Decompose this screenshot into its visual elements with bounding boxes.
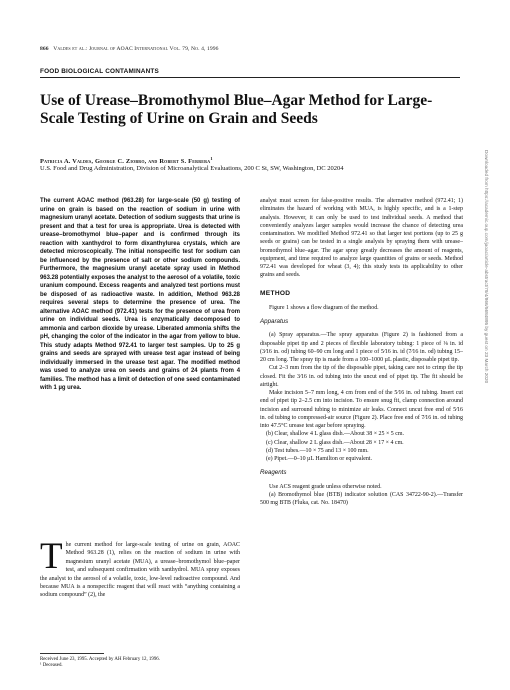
apparatus-item-e: (e) Pipet.—0–10 µL Hamilton or equivalent. [266,456,372,462]
reagents-heading: Reagents [260,469,287,477]
affiliation: U.S. Food and Drug Administration, Division of Microanalytical Evaluations, 200 C St, SW, Washington, DC 20204 [40,165,344,172]
section-label: FOOD BIOLOGICAL CONTAMINANTS [40,68,460,78]
running-head [40,46,460,52]
reagent-grade-note: Use ACS reagent grade unless otherwise noted. [269,483,382,490]
author-list [40,156,460,165]
apparatus-item-b: (b) Clear, shallow 4 L glass dish.—About 38 × 25 × 5 cm. [266,431,405,438]
introduction-paragraph [40,536,240,600]
download-watermark [481,150,491,600]
abstract: The current AOAC method (963.28) for large-scale (50 g) testing of urine on grain is based on the reaction of sodium in urine with magnesium uranyl acetate. Detection of sodium suggests that urine is present and that a test for urea is appropriate. Urea is detected with urease–bromothymol blue–paper and is confirmed through its reaction with xanthydrol to form dixanthylurea crystals, which are detected microscopically. The initial nonspecific test for sodium can be influenced by the presence of salt or other sodium compounds. Furthermore, the magnesium uranyl acetate spray used in Method 963.28 potentially exposes the analyst to the aerosol of a volatile, toxic uranium compound. Excess reagents and analyzed test portions must be disposed of as radioactive waste. In addition, Method 963.28 requires several steps to determine the presence of urea. The alternative AOAC method (972.41) tests for the presence of urea from urine on individual seeds. Urea is enzymatically decomposed to ammonia and carbon dioxide by urease. Liberated ammonia shifts the pH, changing the color of the indicator in the agar from yellow to blue. This study adapts Method 972.41 to larger test samples. Up to 25 g grains and seeds are sprayed with urease test agar instead of being individually immersed in the urease test agar. The modified method was used to analyze urea on seeds and grains of 24 plants from 4 families. The method has a limit of detection of one seed contaminated with 1 µg urea. [40,198,240,391]
btb-reagent-paragraph: (a) Bromothymol blue (BTB) indicator solution (CAS 34722-90-2).—Transfer 500 mg BTB (Fluka, cat. No. 18470) [260,491,463,506]
deceased-note: ¹ Deceased. [40,663,63,668]
footnote-divider [40,653,104,654]
journal-citation: Valdes et al.: Journal of AOAC International Vol. 79, No. 4, 1996 [53,46,219,52]
introduction-text: he current method for large-scale testing of urine on grain, AOAC Method 963.28 (1), relies on the reaction of sodium in urine with magnesium uranyl acetate (MUA), a urease–bromothymol blue–paper test, and subsequent confirmation with xanthydrol. MUA spray exposes the analyst to the aerosol of a volatile, toxic, low-level radioactive compound. And because MUA is a nonspecific reagent that will react with “anything containing a sodium compound” (2), the [40,542,240,599]
spray-apparatus-paragraph: (a) Spray apparatus.—The spray apparatus (Figure 2) is fashioned from a disposable pipet tip and 2 pieces of flexible laboratory tubing: 1 piece of ⅛ in. id (3⁄16 in. od) tubing 60–90 cm long and 1 piece of 5⁄16 in. id (7⁄16 in. od) tubing 15–20 cm long. The spray tip is made from a 100–1000 µL plastic, disposable pipet tip. [260,332,463,363]
author-footnote-mark: 1 [210,156,213,161]
flow-diagram-note: Figure 1 shows a flow diagram of the method. [269,304,379,311]
authors-text: Patricia A. Valdes, George C. Ziobro, and Robert S. Ferrera [40,158,211,166]
method-heading: METHOD [260,289,291,297]
pipet-cut-paragraph: Cut 2–3 mm from the tip of the disposable pipet, taking care not to crimp the tip closed. Fit the 3⁄16 in. od tubing into the uncut end of pipet tip. The fit should be airtight. [260,365,463,388]
apparatus-item-d: (d) Test tubes.—10 × 75 and 13 × 100 mm. [266,447,369,454]
article-title: Use of Urease–Bromothymol Blue–Agar Method for Large-Scale Testing of Urine on Grain and Seeds [40,92,433,127]
apparatus-heading: Apparatus [260,318,289,325]
intro-continued: analyst must screen for false-positive results. The alternative method (972.41; 1) eliminates the hazard of working with MUA, is highly specific, and is a 1-step analysis. However, it can only be used to test individual seeds. A method that conveniently analyzes larger samples would increase the chance of detecting urea contamination. We modified Method 972.41 so that larger test portions (up to 25 g seeds or grains) can be tested in a single analysis by spraying them with urease–bromothymol blue–agar. The agar spray greatly decreases the amount of reagents, equipment, and time required to analyze large quantities of grains or seeds. Method 972.41 was developed for wheat (3, 4); this study tests its applicability to other grains and seeds. [260,198,463,279]
received-note: Received June 23, 1995. Accepted by AH February 12, 1996. [40,657,160,662]
drop-cap: T [40,536,63,577]
download-watermark-text: Downloaded from https://academic.oup.com/jaoac/article-abstract/79/4/866/5684895 by guest on 23 March 2020 [484,150,489,384]
footnotes [40,657,250,669]
right-column [260,197,463,507]
apparatus-item-c: (c) Clear, shallow 2 L glass dish.—About 28 × 17 × 4 cm. [266,439,404,446]
page-number: 866 [40,46,49,52]
incision-paragraph: Make incision 5–7 mm long, 4 cm from end of the 5⁄16 in. od tubing. Insert cut end of pipet tip 2–2.5 cm into incision. To ensure snug fit, clamp connection around incision and surround tubing to minimize air leaks. Connect uncut free end of 5⁄16 in. od tubing to compressed-air source (Figure 2). Place free end of 7⁄16 in. od tubing into 47.5°C urease test agar before spraying. [260,390,463,429]
